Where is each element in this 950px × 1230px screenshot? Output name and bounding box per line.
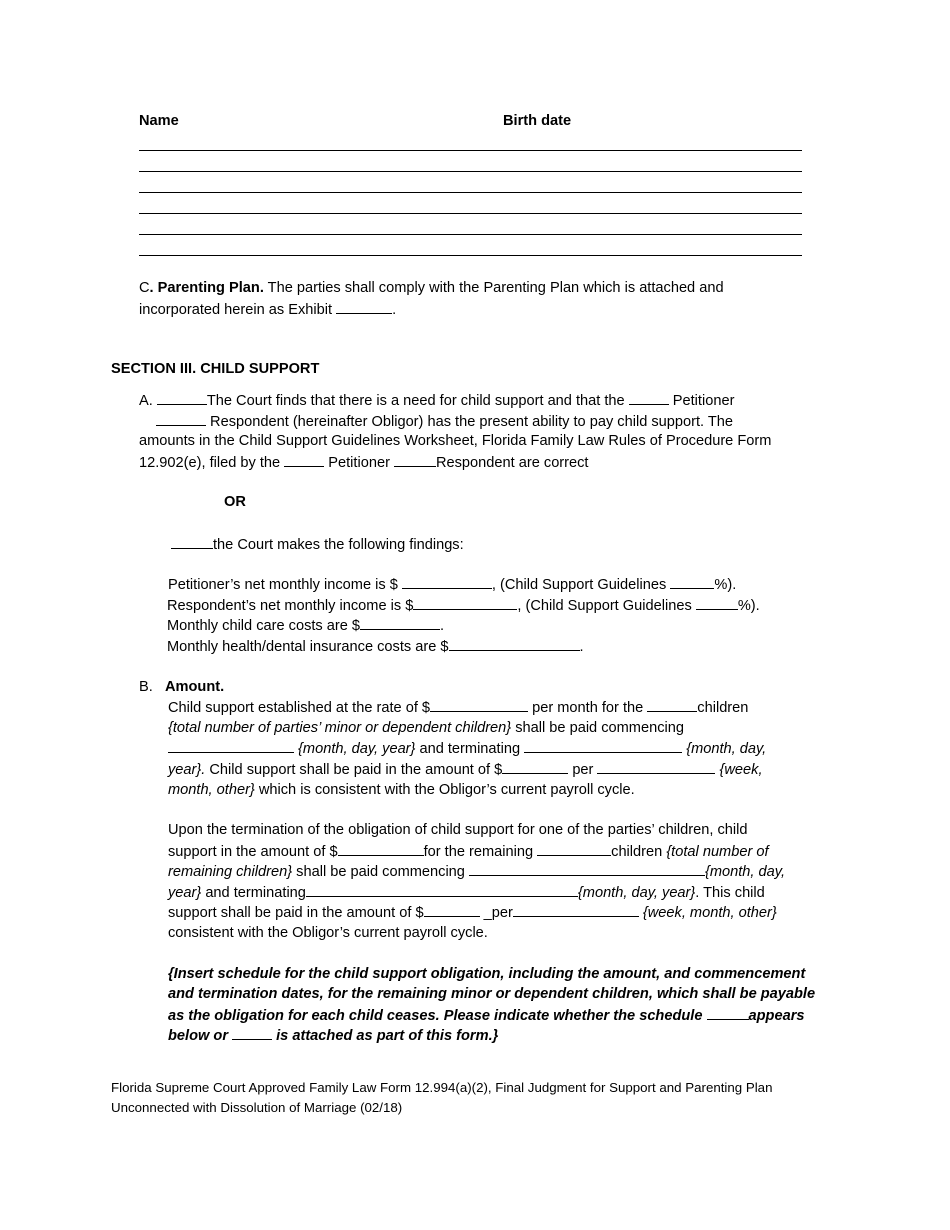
amount-p2-line-2: support in the amount of $ for the remaining children {total number of [168, 841, 769, 863]
or-separator: OR [224, 494, 246, 510]
child-entry-line-2[interactable] [139, 171, 802, 172]
filed-by-respondent-blank[interactable] [394, 452, 436, 467]
insert-schedule-line-3: as the obligation for each child ceases. Please indicate whether the schedule appears [168, 1005, 805, 1027]
remaining-children-count-field[interactable] [537, 841, 611, 856]
children-count-field[interactable] [647, 697, 697, 712]
section-3-heading: SECTION III. CHILD SUPPORT [111, 361, 320, 377]
insert-schedule-line-4: below or is attached as part of this form.} [168, 1025, 498, 1047]
amount-p2-line-3: remaining children} shall be paid commencing {month, day, [168, 861, 785, 883]
petitioner-income-line: Petitioner’s net monthly income is $ , (Child Support Guidelines %). [168, 574, 736, 596]
obligor-respondent-blank[interactable] [156, 411, 206, 426]
amount-title: Amount. [164, 679, 225, 695]
para-a-line-3: amounts in the Child Support Guidelines Worksheet, Florida Family Law Rules of Procedure Form [139, 433, 772, 449]
form-footer-line-1: Florida Supreme Court Approved Family Law Form 12.994(a)(2), Final Judgment for Support and Parenting Plan [111, 1080, 773, 1095]
section-c-letter: C [139, 280, 150, 296]
para-a-label: A. [139, 393, 153, 409]
parenting-plan-line-2: incorporated herein as Exhibit . [139, 299, 396, 321]
respondent-income-field[interactable] [413, 595, 517, 610]
remaining-payment-frequency-field[interactable] [513, 902, 639, 917]
para-a-line-4: 12.902(e), filed by the Petitioner Respondent are correct [139, 452, 589, 474]
section-c-title: . Parenting Plan. [149, 280, 264, 296]
amount-p1-line-5: month, other} which is consistent with the Obligor’s current payroll cycle. [168, 782, 635, 798]
schedule-attached-blank[interactable] [232, 1025, 272, 1040]
exhibit-blank[interactable] [336, 299, 392, 314]
petitioner-income-field[interactable] [402, 574, 492, 589]
respondent-income-line: Respondent’s net monthly income is $ , (Child Support Guidelines %). [167, 595, 760, 617]
petitioner-guideline-percent-field[interactable] [670, 574, 714, 589]
remaining-commencing-date-field[interactable] [469, 861, 705, 876]
parenting-plan-line-1: C. Parenting Plan. The parties shall comply with the Parenting Plan which is attached and [139, 280, 724, 296]
amount-heading [139, 677, 224, 698]
health-insurance-costs-line: Monthly health/dental insurance costs are $ . [167, 636, 584, 658]
health-insurance-costs-field[interactable] [449, 636, 580, 651]
amount-p1-line-3: {month, day, year} and terminating {month, day, [168, 738, 766, 760]
para-a-line-1: A. The Court finds that there is a need for child support and that the Petitioner [139, 390, 734, 412]
para-a-line-2: Respondent (hereinafter Obligor) has the present ability to pay child support. The [156, 411, 733, 433]
remaining-terminating-date-field[interactable] [306, 882, 578, 897]
schedule-appears-below-blank[interactable] [707, 1005, 749, 1020]
respondent-guideline-percent-field[interactable] [696, 595, 738, 610]
child-entry-line-6[interactable] [139, 255, 802, 256]
child-entry-line-3[interactable] [139, 192, 802, 193]
child-entry-line-4[interactable] [139, 213, 802, 214]
terminating-date-field[interactable] [524, 738, 682, 753]
amount-label: B. [139, 679, 153, 695]
child-entry-line-5[interactable] [139, 234, 802, 235]
amount-p1-line-1: Child support established at the rate of $ per month for the children [168, 697, 748, 719]
remaining-payment-amount-field[interactable] [424, 902, 480, 917]
amount-p1-line-4: year}. Child support shall be paid in the amount of $ per {week, [168, 759, 763, 781]
commencing-date-field[interactable] [168, 738, 294, 753]
need-finding-checkbox-blank[interactable] [157, 390, 207, 405]
child-care-costs-field[interactable] [360, 615, 440, 630]
court-findings-line: the Court makes the following findings: [171, 534, 464, 556]
remaining-support-amount-field[interactable] [338, 841, 424, 856]
filed-by-petitioner-blank[interactable] [284, 452, 324, 467]
amount-p2-line-1: Upon the termination of the obligation of child support for one of the parties’ children, child [168, 822, 748, 838]
child-entry-line-1[interactable] [139, 150, 802, 151]
insert-schedule-line-2: and termination dates, for the remaining minor or dependent children, which shall be payable [168, 986, 816, 1002]
child-care-costs-line: Monthly child care costs are $ . [167, 615, 444, 637]
insert-schedule-line-1: {Insert schedule for the child support obligation, including the amount, and commencement [168, 966, 806, 982]
amount-p2-line-5: support shall be paid in the amount of $ _per {week, month, other} [168, 902, 777, 924]
birth-date-column-header: Birth date [503, 113, 572, 129]
name-column-header: Name [139, 113, 179, 129]
amount-p1-line-2: {total number of parties’ minor or dependent children} shall be paid commencing [168, 720, 684, 736]
support-rate-field[interactable] [430, 697, 528, 712]
amount-p2-line-6: consistent with the Obligor’s current payroll cycle. [168, 925, 488, 941]
court-findings-blank[interactable] [171, 534, 213, 549]
obligor-petitioner-blank[interactable] [629, 390, 669, 405]
payment-frequency-field[interactable] [597, 759, 715, 774]
amount-p2-line-4: year} and terminating {month, day, year}. This child [168, 882, 765, 904]
form-footer-line-2: Unconnected with Dissolution of Marriage (02/18) [111, 1100, 403, 1115]
payment-amount-field[interactable] [502, 759, 568, 774]
